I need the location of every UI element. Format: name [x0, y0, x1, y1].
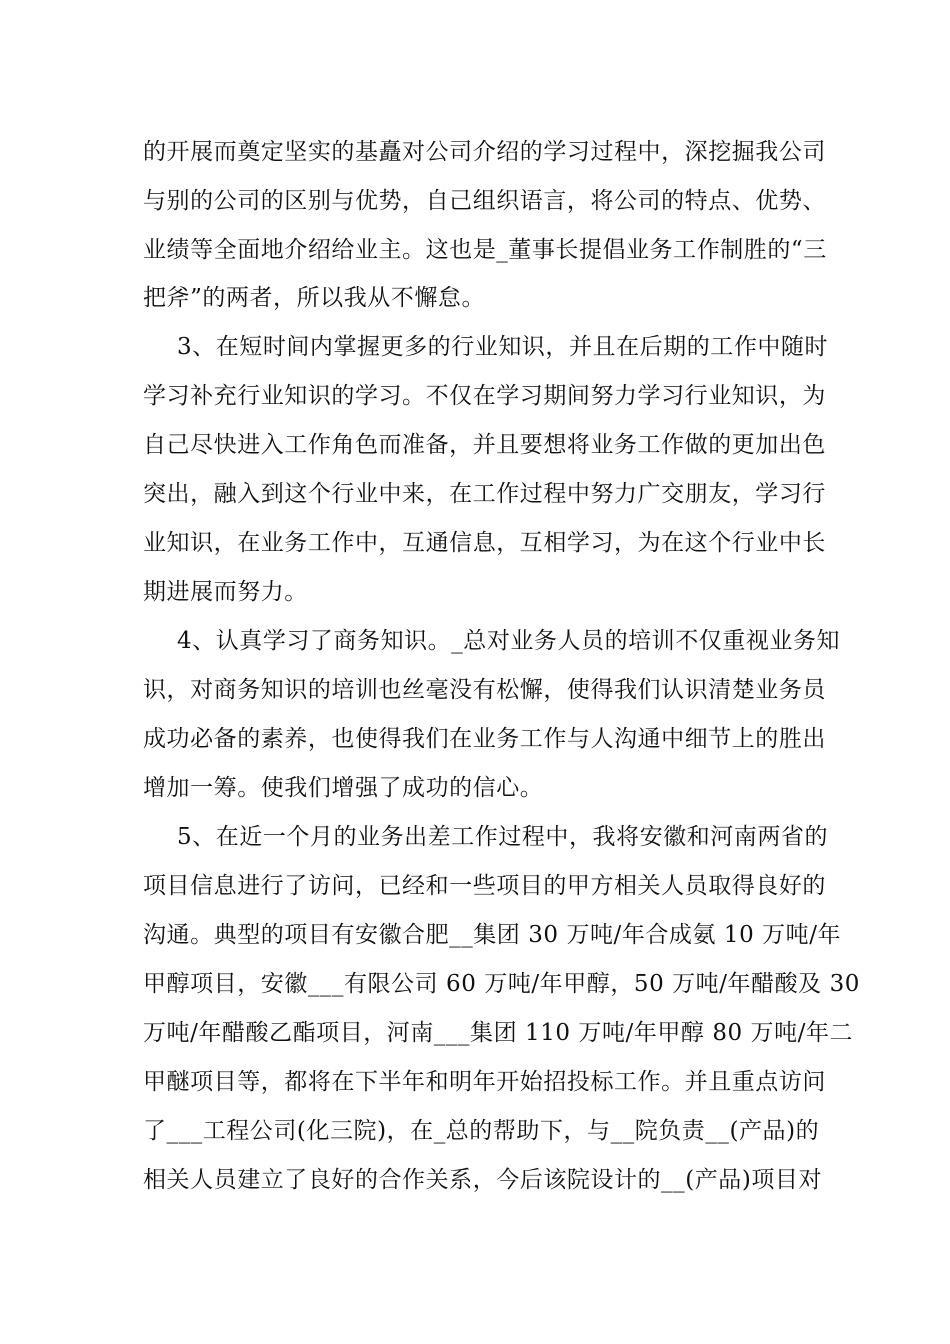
text-line: 甲醚项目等，都将在下半年和明年开始招投标工作。并且重点访问	[143, 1069, 826, 1095]
text-line: 万吨/年醋酸乙酯项目，河南___集团 110 万吨/年甲醇 80 万吨/年二	[143, 1020, 854, 1046]
text-line: 把斧”的两者，所以我从不懈怠。	[143, 285, 486, 311]
text-line: 相关人员建立了良好的合作关系，今后该院设计的__(产品)项目对	[143, 1167, 822, 1193]
text-line: 自己尽快进入工作角色而准备，并且要想将业务工作做的更加出色	[143, 432, 826, 458]
paragraph-first-line: 3、在短时间内掌握更多的行业知识，并且在后期的工作中随时	[177, 334, 829, 360]
text-line: 识，对商务知识的培训也丝毫没有松懈，使得我们认识清楚业务员	[143, 677, 826, 703]
text-line: 项目信息进行了访问，已经和一些项目的甲方相关人员取得良好的	[143, 873, 826, 899]
text-line: 业绩等全面地介绍给业主。这也是_董事长提倡业务工作制胜的“三	[143, 237, 827, 263]
text-line: 甲醇项目，安徽___有限公司 60 万吨/年甲醇，50 万吨/年醋酸及 30	[143, 971, 860, 997]
paragraph-first-line: 5、在近一个月的业务出差工作过程中，我将安徽和河南两省的	[177, 824, 829, 850]
text-line: 的开展而奠定坚实的基矗对公司介绍的学习过程中，深挖掘我公司	[143, 139, 826, 165]
text-line: 期进展而努力。	[143, 579, 308, 605]
text-line: 了___工程公司(化三院)，在_总的帮助下，与__院负责__(产品)的	[143, 1118, 820, 1144]
text-line: 与别的公司的区别与优势，自己组织语言，将公司的特点、优势、	[143, 188, 826, 214]
text-line: 沟通。典型的项目有安徽合肥__集团 30 万吨/年合成氨 10 万吨/年	[143, 922, 842, 948]
text-line: 成功必备的素养，也使得我们在业务工作与人沟通中细节上的胜出	[143, 726, 826, 752]
text-line: 增加一筹。使我们增强了成功的信心。	[143, 775, 544, 801]
text-line: 学习补充行业知识的学习。不仅在学习期间努力学习行业知识，为	[143, 383, 826, 409]
text-line: 业知识，在业务工作中，互通信息，互相学习，为在这个行业中长	[143, 530, 826, 556]
paragraph-first-line: 4、认真学习了商务知识。_总对业务人员的培训不仅重视业务知	[177, 628, 841, 654]
text-line: 突出，融入到这个行业中来，在工作过程中努力广交朋友，学习行	[143, 481, 826, 507]
